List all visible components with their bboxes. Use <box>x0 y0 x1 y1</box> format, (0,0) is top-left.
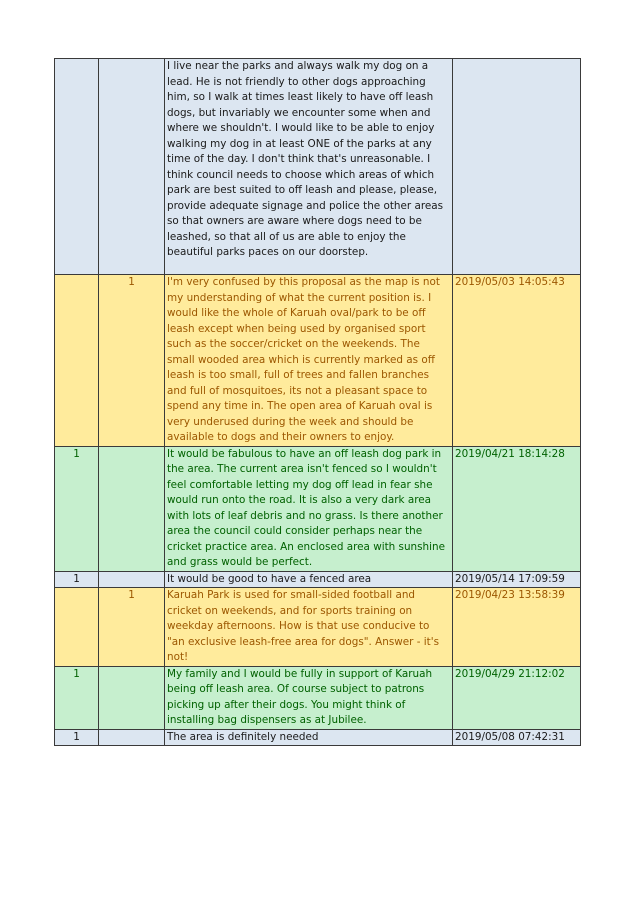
table-row <box>55 59 581 275</box>
cell-col-a[interactable] <box>55 275 99 447</box>
cell-comment[interactable]: I live near the parks and always walk my dog on a lead. He is not friendly to other dogs approaching him, so I walk at times least likely to have off leash dogs, but invariably we encounter some when and where we shouldn't. I would like to be able to enjoy walking my dog in at least ONE of the parks at any time of the day. I don't think that's unreasonable. I think council needs to choose which areas of which park are best suited to off leash and please, please, provide adequate signage and police the other areas so that owners are aware where dogs need to be leashed, so that all of us are able to enjoy the beautiful parks paces on our doorstep. <box>165 59 453 275</box>
cell-col-a[interactable]: 1 <box>55 446 99 571</box>
cell-col-a[interactable] <box>55 59 99 275</box>
cell-col-a[interactable]: 1 <box>55 729 99 746</box>
comments-table <box>54 58 581 746</box>
cell-timestamp[interactable]: 2019/04/29 21:12:02 <box>453 666 581 729</box>
table-row <box>55 446 581 571</box>
cell-comment[interactable]: The area is definitely needed <box>165 729 453 746</box>
table-row <box>55 275 581 447</box>
table-row <box>55 666 581 729</box>
cell-col-b[interactable] <box>99 666 165 729</box>
cell-col-a[interactable]: 1 <box>55 571 99 588</box>
cell-timestamp[interactable] <box>453 59 581 275</box>
cell-comment[interactable]: My family and I would be fully in support of Karuah being off leash area. Of course subject to patrons picking up after their dogs. You might think of installing bag dispensers as at Jubilee. <box>165 666 453 729</box>
table-row <box>55 588 581 667</box>
cell-col-b[interactable]: 1 <box>99 275 165 447</box>
cell-timestamp[interactable]: 2019/05/08 07:42:31 <box>453 729 581 746</box>
cell-col-b[interactable]: 1 <box>99 588 165 667</box>
cell-col-b[interactable] <box>99 59 165 275</box>
cell-timestamp[interactable]: 2019/05/03 14:05:43 <box>453 275 581 447</box>
cell-comment[interactable]: Karuah Park is used for small-sided football and cricket on weekends, and for sports training on weekday afternoons. How is that use conducive to "an exclusive leash-free area for dogs". Answer - it's not! <box>165 588 453 667</box>
table-row <box>55 729 581 746</box>
cell-col-a[interactable]: 1 <box>55 666 99 729</box>
cell-timestamp[interactable]: 2019/04/21 18:14:28 <box>453 446 581 571</box>
cell-comment[interactable]: It would be fabulous to have an off leash dog park in the area. The current area isn't fenced so I wouldn't feel comfortable letting my dog off lead in fear she would run onto the road. It is also a very dark area with lots of leaf debris and no grass. Is there another area the council could consider perhaps near the cricket practice area. An enclosed area with sunshine and grass would be perfect. <box>165 446 453 571</box>
cell-col-b[interactable] <box>99 571 165 588</box>
cell-comment[interactable]: It would be good to have a fenced area <box>165 571 453 588</box>
table-row <box>55 571 581 588</box>
cell-timestamp[interactable]: 2019/05/14 17:09:59 <box>453 571 581 588</box>
cell-timestamp[interactable]: 2019/04/23 13:58:39 <box>453 588 581 667</box>
cell-col-b[interactable] <box>99 446 165 571</box>
cell-col-b[interactable] <box>99 729 165 746</box>
cell-col-a[interactable] <box>55 588 99 667</box>
cell-comment[interactable]: I'm very confused by this proposal as the map is not my understanding of what the current position is. I would like the whole of Karuah oval/park to be off leash except when being used by organised sport such as the soccer/cricket on the weekends. The small wooded area which is currently marked as off leash is too small, full of trees and fallen branches and full of mosquitoes, its not a pleasant space to spend any time in. The open area of Karuah oval is very underused during the week and should be available to dogs and their owners to enjoy. <box>165 275 453 447</box>
